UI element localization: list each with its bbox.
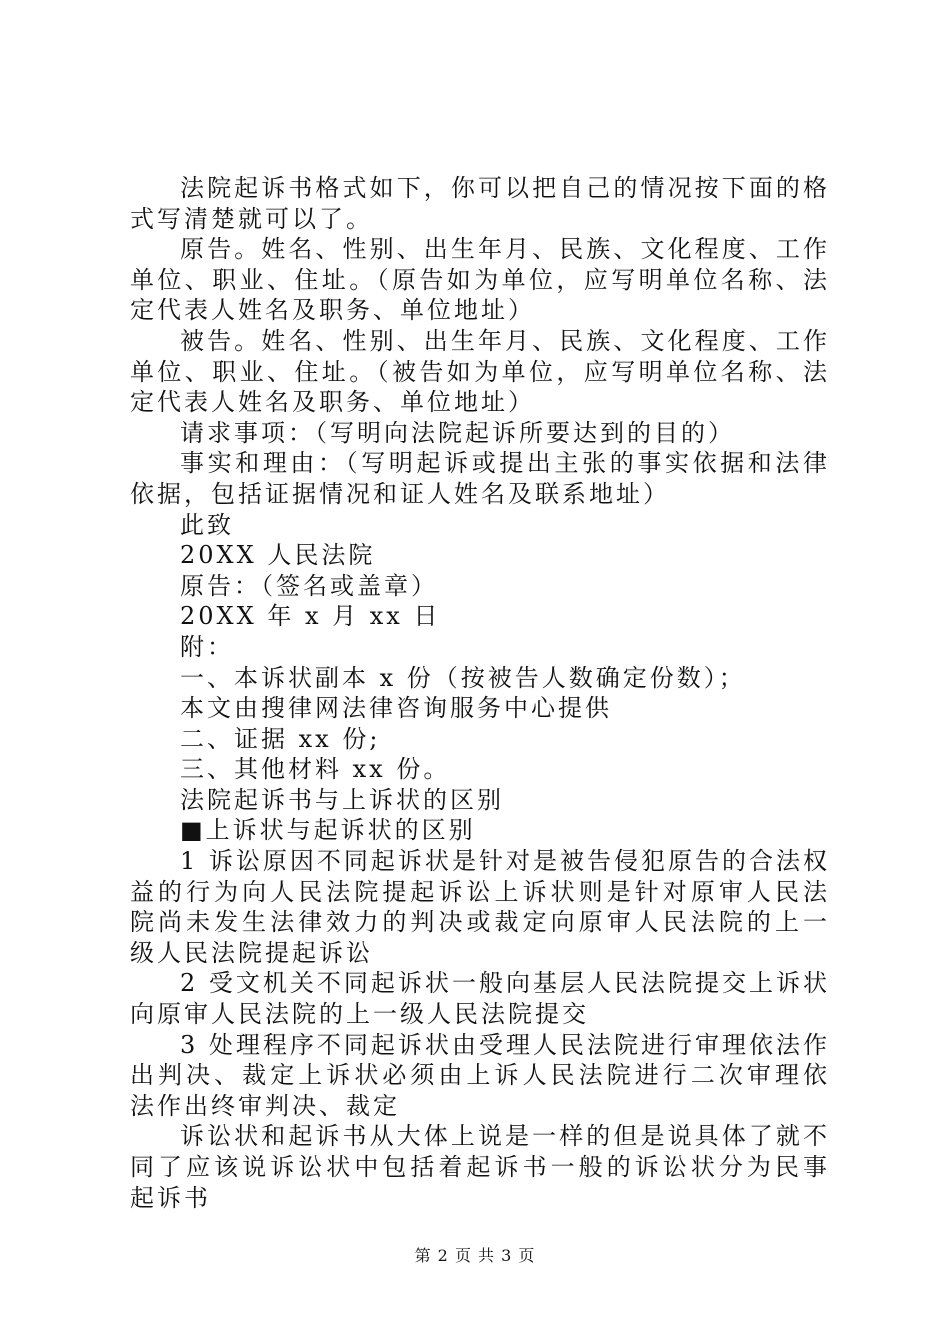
- salutation-line: 此致: [180, 510, 234, 539]
- defendant-paragraph: 被告。姓名、性别、出生年月、民族、文化程度、工作单位、职业、住址。（被告如为单位，应写明单位名称、法定代表人姓名及职务、单位地址）: [130, 326, 830, 417]
- subsection-heading: ■上诉状与起诉状的区别: [180, 816, 476, 845]
- difference-1-paragraph: 1 诉讼原因不同起诉状是针对是被告侵犯原告的合法权益的行为向人民法院提起诉讼上诉状则是针对原审人民法院尚未发生法律效力的判决或裁定向原审人民法院的上一级人民法院提起诉讼: [130, 847, 830, 967]
- closing-paragraph: 诉讼状和起诉书从大体上说是一样的但是说具体了就不同了应该说诉讼状中包括着起诉书一般的诉讼状分为民事起诉书: [130, 1122, 830, 1212]
- document-body: [130, 173, 830, 1213]
- page-footer: 第 2 页 共 3 页: [414, 1246, 536, 1265]
- signature-line: 原告：（签名或盖章）: [180, 571, 438, 600]
- source-line: 本文由搜律网法律咨询服务中心提供: [180, 694, 612, 723]
- intro-paragraph: 法院起诉书格式如下，你可以把自己的情况按下面的格式写清楚就可以了。: [130, 174, 830, 233]
- plaintiff-paragraph: 原告。姓名、性别、出生年月、民族、文化程度、工作单位、职业、住址。（原告如为单位，应写明单位名称、法定代表人姓名及职务、单位地址）: [130, 235, 830, 325]
- attachment-heading: 附：: [180, 632, 234, 661]
- attachment-item-2: 二、证据 xx 份;: [180, 724, 381, 753]
- difference-2-paragraph: 2 受文机关不同起诉状一般向基层人民法院提交上诉状向原审人民法院的上一级人民法院提交: [130, 969, 830, 1029]
- difference-3-paragraph: 3 处理程序不同起诉状由受理人民法院进行审理依法作出判决、裁定上诉状必须由上诉人民法院进行二次审理依法作出终审判决、裁定: [130, 1030, 830, 1120]
- section-heading: 法院起诉书与上诉状的区别: [180, 785, 504, 814]
- facts-paragraph: 事实和理由：（写明起诉或提出主张的事实依据和法律依据，包括证据情况和证人姓名及联系地址）: [130, 449, 830, 508]
- attachment-item-1: 一、本诉状副本 x 份（按被告人数确定份数）；: [180, 663, 746, 692]
- date-line: 20XX 年 x 月 xx 日: [180, 602, 441, 631]
- claims-paragraph: 请求事项：（写明向法院起诉所要达到的目的）: [180, 418, 735, 447]
- court-line: 20XX 人民法院: [180, 541, 376, 570]
- attachment-item-3: 三、其他材料 xx 份。: [180, 755, 451, 784]
